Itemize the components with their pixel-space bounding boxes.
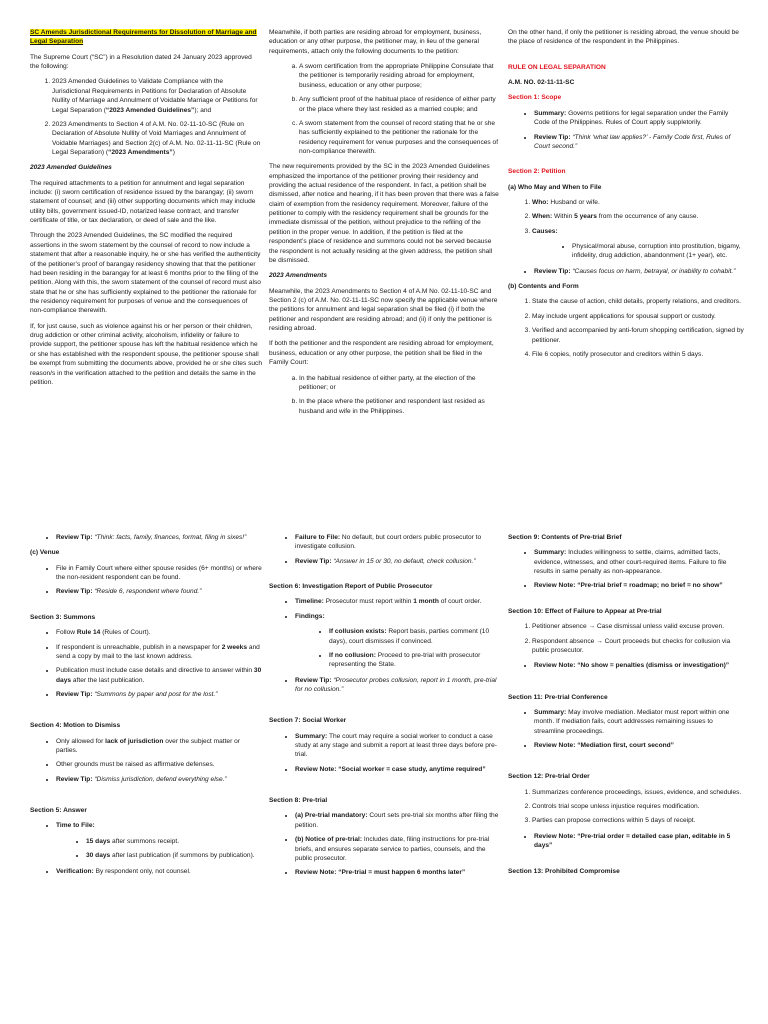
section-13-heading: Section 13: Prohibited Compromise xyxy=(508,867,620,875)
section-5-time-item-1: • 15 days after summons receipt. xyxy=(86,837,262,846)
section-4-only: • Only allowed for lack of jurisdiction over the subject matter or parties. xyxy=(56,737,262,756)
section-2b-tip-list xyxy=(30,533,262,542)
section-2a-causes: 3. Causes: • Physical/moral abuse, corruption into prostitution, bigamy, infidelity, drug addiction, abandonment (1+ year), etc. xyxy=(532,227,744,261)
section-1-heading: Section 1: Scope xyxy=(508,94,562,102)
guidelines-paragraph-3: If, for just cause, such as violence against his or her person or their children, drug addiction or other criminal activity, alcoholism, infidelity or failure to provide support, the petitioner spouse has left the habitual residence which he or she has established with the respondent spouse, the petitioner spouse shall be exempt from submitting the documents above, provided he or she cites such reason/s in the verification attached to the petition and details the same in the petition. xyxy=(30,322,263,386)
section-8-note: • Review Note: “Pre-trial = must happen 6 months later” xyxy=(295,868,499,877)
section-3-publication: • Publication must include case details and directive to answer within 30 days after the last publication. xyxy=(56,666,262,685)
venue-list xyxy=(30,564,262,597)
column-4 xyxy=(30,533,262,882)
column-6 xyxy=(508,533,744,882)
abroad-item-c: c. A sworn statement from the counsel of record stating that he or she has sufficiently explained to the petitioner the rationale for the residency requirement for venue purposes and the consequences of non-compliance therewith. xyxy=(299,119,499,156)
section-12-item-1: 1. Summarizes conference proceedings, issues, evidence, and schedules. xyxy=(532,788,744,797)
intro-list xyxy=(30,77,262,157)
section-6-findings-item-2: • If no collusion: Proceed to pre-trial with prosecutor representing the State. xyxy=(329,651,499,670)
section-8-heading: Section 8: Pre-trial xyxy=(269,797,328,805)
section-2b-item-2: 2. May include urgent applications for spousal support or custody. xyxy=(532,312,744,321)
petitioner-abroad-paragraph: On the other hand, if only the petitioner is residing abroad, the venue should be the place of residence of the respondent in the Philippines. xyxy=(508,29,739,46)
section-2-heading: Section 2: Petition xyxy=(508,168,566,176)
section-3-follow: • Follow Rule 14 (Rules of Court). xyxy=(56,628,262,637)
section-1-tip: • Review Tip: “Think ‘what law applies?’ - Family Code first, Rules of Court second.” xyxy=(534,133,744,152)
section-3-tip: • Review Tip: “Summons by paper and post for the lost.” xyxy=(56,690,262,699)
section-8-b: • (b) Notice of pre-trial: Includes date, filing instructions for pre-trial briefs, and ensures separate service to parties, counsels, and the public prosecutor. xyxy=(295,835,499,863)
section-12-list xyxy=(508,788,744,826)
section-6-tip: • Review Tip: “Prosecutor probes collusion, report in 1 month, pre-trial for no collusion.” xyxy=(295,676,499,695)
section-5-heading: Section 5: Answer xyxy=(30,807,87,815)
section-5-time-item-2: • 30 days after last publication (if summons by publication). xyxy=(86,851,262,860)
section-9-list xyxy=(508,548,744,590)
venue-item: • File in Family Court where either spouse resides (6+ months) or where the non-resident respondent can be found. xyxy=(56,564,262,583)
guidelines-heading: 2023 Amended Guidelines xyxy=(30,164,112,172)
section-10-note-list xyxy=(508,661,744,670)
section-8-list xyxy=(269,811,499,877)
intro-item-2: 2. 2023 Amendments to Section 4 of A.M. No. 02-11-10-SC (Rule on Declaration of Absolute Nullity of Void Marriages and Annulment of Voidable Marriages) and Section 2(c) of A.M. No. 02-11-11-SC (Rule on Legal Separation) (“2023 Amendments”) xyxy=(52,120,262,157)
section-11-summary: • Summary: May involve mediation. Mediator must report within one month. If mediation fails, court addresses remaining issues to streamline proceedings. xyxy=(534,708,744,736)
section-1-list xyxy=(508,109,744,151)
section-9-summary: • Summary: Includes willingness to settle, claims, admitted facts, evidence, witnesses, and other court-required items. Failure to file results in same penalty as non-appearance. xyxy=(534,548,744,576)
section-2b-list xyxy=(508,297,744,359)
section-3-list xyxy=(30,628,262,699)
section-5-verification: • Verification: By respondent only, not counsel. xyxy=(56,867,262,876)
section-3-heading: Section 3: Summons xyxy=(30,613,96,621)
venue-abroad-list xyxy=(269,374,499,416)
venue-heading: (c) Venue xyxy=(30,549,60,557)
section-7-list xyxy=(269,732,499,774)
guidelines-paragraph-1: The required attachments to a petition for annulment and legal separation include: (i) sworn certification of residence issued by the barangay; (ii) sworn statement of counsel; and (iii) other supporting documents which may include utility bills, government issued-ID, notarized lease contract, and transfer certificate of title, or tax declaration, or deed of sale and the like. xyxy=(30,179,256,225)
column-5 xyxy=(269,533,499,884)
section-6-findings: • Findings: • If collusion exists: Report basis, parties comment (10 days), court dismisses if convinced. • If no collusion: Proceed to pre-trial with prosecutor representing the State. xyxy=(295,612,499,670)
amendments-heading: 2023 Amendments xyxy=(269,272,328,280)
rule-heading: RULE ON LEGAL SEPARATION xyxy=(508,63,606,71)
section-4-list xyxy=(30,737,262,784)
abroad-paragraph: Meanwhile, if both parties are residing abroad for employment, business, education or any other purpose, the petitioner may, in lieu of the general requirements, attach only the following documents to the petition: xyxy=(269,29,482,55)
section-10-list xyxy=(508,622,744,655)
section-4-heading: Section 4: Motion to Dismiss xyxy=(30,722,121,730)
document-title: SC Amends Jurisdictional Requirements for Dissolution of Marriage and Legal Separation xyxy=(30,29,257,46)
section-11-list xyxy=(508,708,744,750)
section-12-note: • Review Note: “Pre-trial order = detailed case plan, editable in 5 days” xyxy=(534,832,744,851)
section-2a-list xyxy=(508,198,744,261)
section-10-item-2: 2. Respondent absence → Court proceeds but checks for collusion via public prosecutor. xyxy=(532,637,744,656)
section-6-timeline: • Timeline: Prosecutor must report within 1 month of court order. xyxy=(295,597,499,606)
guidelines-paragraph-2: Through the 2023 Amended Guidelines, the SC modified the required assertions in the sworn statement by the counsel of record to now include a statement that after a reasonable inquiry, he or she has verified the authenticity of the petitioner’s proof of barangay residency showing that that the petitioner had been residing in the barangay for at least 6 months prior to the filing of the petition. Along with this, the sworn statement of the counsel of record must also state that he or she has sufficiently explained to the petitioner the rationale for the residency requirement for purposes of venue and the consequences of non-compliance therewith. xyxy=(30,232,261,315)
section-3-unreachable: • If respondent is unreachable, publish in a newspaper for 2 weeks and send a copy by mail to the last known address. xyxy=(56,643,262,662)
section-5-cont-list xyxy=(269,533,499,566)
column-2 xyxy=(269,28,499,422)
section-6-heading: Section 6: Investigation Report of Public Prosecutor xyxy=(269,583,433,591)
abroad-requirements-list xyxy=(269,62,499,156)
column-3 xyxy=(508,28,744,365)
section-9-heading: Section 9: Contents of Pre-trial Brief xyxy=(508,534,622,541)
section-2a-tip-list xyxy=(508,267,744,276)
section-2a-tip: • Review Tip: “Causes focus on harm, betrayal, or inability to cohabit.” xyxy=(534,267,744,276)
section-5-failure: • Failure to File: No default, but court orders public prosecutor to investigate collusion. xyxy=(295,533,499,552)
amendments-paragraph-2: If both the petitioner and the respondent are residing abroad for employment, business, education or any other purpose, the petition shall be filed in the Family Court: xyxy=(269,340,494,367)
venue-abroad-item-b: b. In the place where the petitioner and respondent last resided as husband and wife in the Philippines. xyxy=(299,397,499,416)
section-5-list xyxy=(30,821,262,875)
section-9-note: • Review Note: “Pre-trial brief = roadmap; no brief = no show” xyxy=(534,581,744,590)
section-7-note: • Review Note: “Social worker = case study, anytime required” xyxy=(295,765,499,774)
section-11-note: • Review Note: “Mediation first, court second” xyxy=(534,741,744,750)
intro-item-1: 1. 2023 Amended Guidelines to Validate Compliance with the Jurisdictional Requirements in Petitions for Declaration of Absolute Nullity of Marriage and Annulment of Voidable Marriage or Petitions for Legal Separation (“2023 Amended Guidelines”); and xyxy=(52,77,262,114)
section-11-heading: Section 11: Pre-trial Conference xyxy=(508,693,608,701)
venue-tip: • Review Tip: “Reside 6, respondent where found.” xyxy=(56,587,262,596)
new-requirements-paragraph: The new requirements provided by the SC in the 2023 Amended Guidelines emphasized the importance of the petitioner proving their residency and providing the actual residence of the respondent. In fact, a petition shall be dismissed, after notice and hearing, if it has been proven that there was a false claim of exemption from the residency requirement. Moreover, failure of the petitioner to comply with the residency requirement shall be grounds for the immediate dismissal of the petition, without prejudice to the refiling of the petition in the proper venue. In addition, if the petition is filed at the respondent’s place of residence and summons could not be served because the respondent is not actually residing at the given address, the petition shall be dismissed. xyxy=(269,163,499,264)
abroad-item-a: a. A sworn certification from the appropriate Philippine Consulate that the petitioner is temporarily residing abroad for employment, business, education or any other purpose; xyxy=(299,62,499,90)
section-5-tip: • Review Tip: “Answer in 15 or 30, no default, check collusion.” xyxy=(295,557,499,566)
abroad-item-b: b. Any sufficient proof of the habitual place of residence of either party or the place where they last resided as a married couple; and xyxy=(299,95,499,114)
section-5-time: • Time to File: • 15 days after summons receipt. • 30 days after last publication (if summons by publication). xyxy=(56,821,262,860)
section-6-findings-item-1: • If collusion exists: Report basis, parties comment (10 days), court dismisses if convinced. xyxy=(329,627,499,646)
section-4-tip: • Review Tip: “Dismiss jurisdiction, defend everything else.” xyxy=(56,775,262,784)
section-2b-heading: (b) Contents and Form xyxy=(508,283,579,291)
section-2b-tip: • Review Tip: “Think: facts, family, finances, format, filing in sixes!” xyxy=(56,533,262,542)
section-2b-item-1: 1. State the cause of action, child details, property relations, and creditors. xyxy=(532,297,744,306)
section-7-heading: Section 7: Social Worker xyxy=(269,717,347,725)
section-10-note: • Review Note: “No show = penalties (dismiss or investigation)” xyxy=(534,661,744,670)
section-10-item-1: 1. Petitioner absence → Case dismissal unless valid excuse proven. xyxy=(532,622,744,631)
section-12-note-list xyxy=(508,832,744,851)
section-6-list xyxy=(269,597,499,694)
amendments-paragraph-1: Meanwhile, the 2023 Amendments to Section 4 of A.M No. 02-11-10-SC and Section 2 (c) of A.M. No. 02-11-11-SC now specify the applicable venue where the petitions for annulment and legal separation shall be filed (i) if both the petitioner and respondent are residing abroad; and (ii) if only the petitioner is residing abroad. xyxy=(269,287,498,333)
intro-paragraph: The Supreme Court (“SC”) in a Resolution dated 24 January 2023 approved the following: xyxy=(30,53,252,71)
section-2a-who: 1. Who: Husband or wife. xyxy=(532,198,744,207)
am-number: A.M. NO. 02-11-11-SC xyxy=(508,79,575,87)
column-1 xyxy=(30,28,262,393)
venue-abroad-item-a: a. In the habitual residence of either party, at the election of the petitioner; or xyxy=(299,374,499,393)
section-2a-heading: (a) Who May and When to File xyxy=(508,183,602,191)
section-2b-item-4: 4. File 6 copies, notify prosecutor and creditors within 5 days. xyxy=(532,350,744,359)
section-12-item-3: 3. Parties can propose corrections within 5 days of receipt. xyxy=(532,816,744,825)
section-7-summary: • Summary: The court may require a social worker to conduct a case study at any stage and submit a report at least three days before pre-trial. xyxy=(295,732,499,760)
section-2a-when: 2. When: Within 5 years from the occurrence of any cause. xyxy=(532,212,744,221)
section-8-a: • (a) Pre-trial mandatory: Court sets pre-trial six months after filing the petition. xyxy=(295,811,499,830)
section-12-heading: Section 12: Pre-trial Order xyxy=(508,773,590,781)
section-2a-causes-item: • Physical/moral abuse, corruption into prostitution, bigamy, infidelity, drug addiction, abandonment (1+ year), etc. xyxy=(572,242,744,261)
section-4-other: • Other grounds must be raised as affirmative defenses. xyxy=(56,760,262,769)
section-10-heading: Section 10: Effect of Failure to Appear at Pre-trial xyxy=(508,607,662,615)
section-1-summary: • Summary: Governs petitions for legal separation under the Family Code of the Philippines. Rules of Court apply suppletorily. xyxy=(534,109,744,128)
section-2b-item-3: 3. Verified and accompanied by anti-forum shopping certification, signed by petitioner. xyxy=(532,326,744,345)
section-12-item-2: 2. Controls trial scope unless injustice requires modification. xyxy=(532,802,744,811)
